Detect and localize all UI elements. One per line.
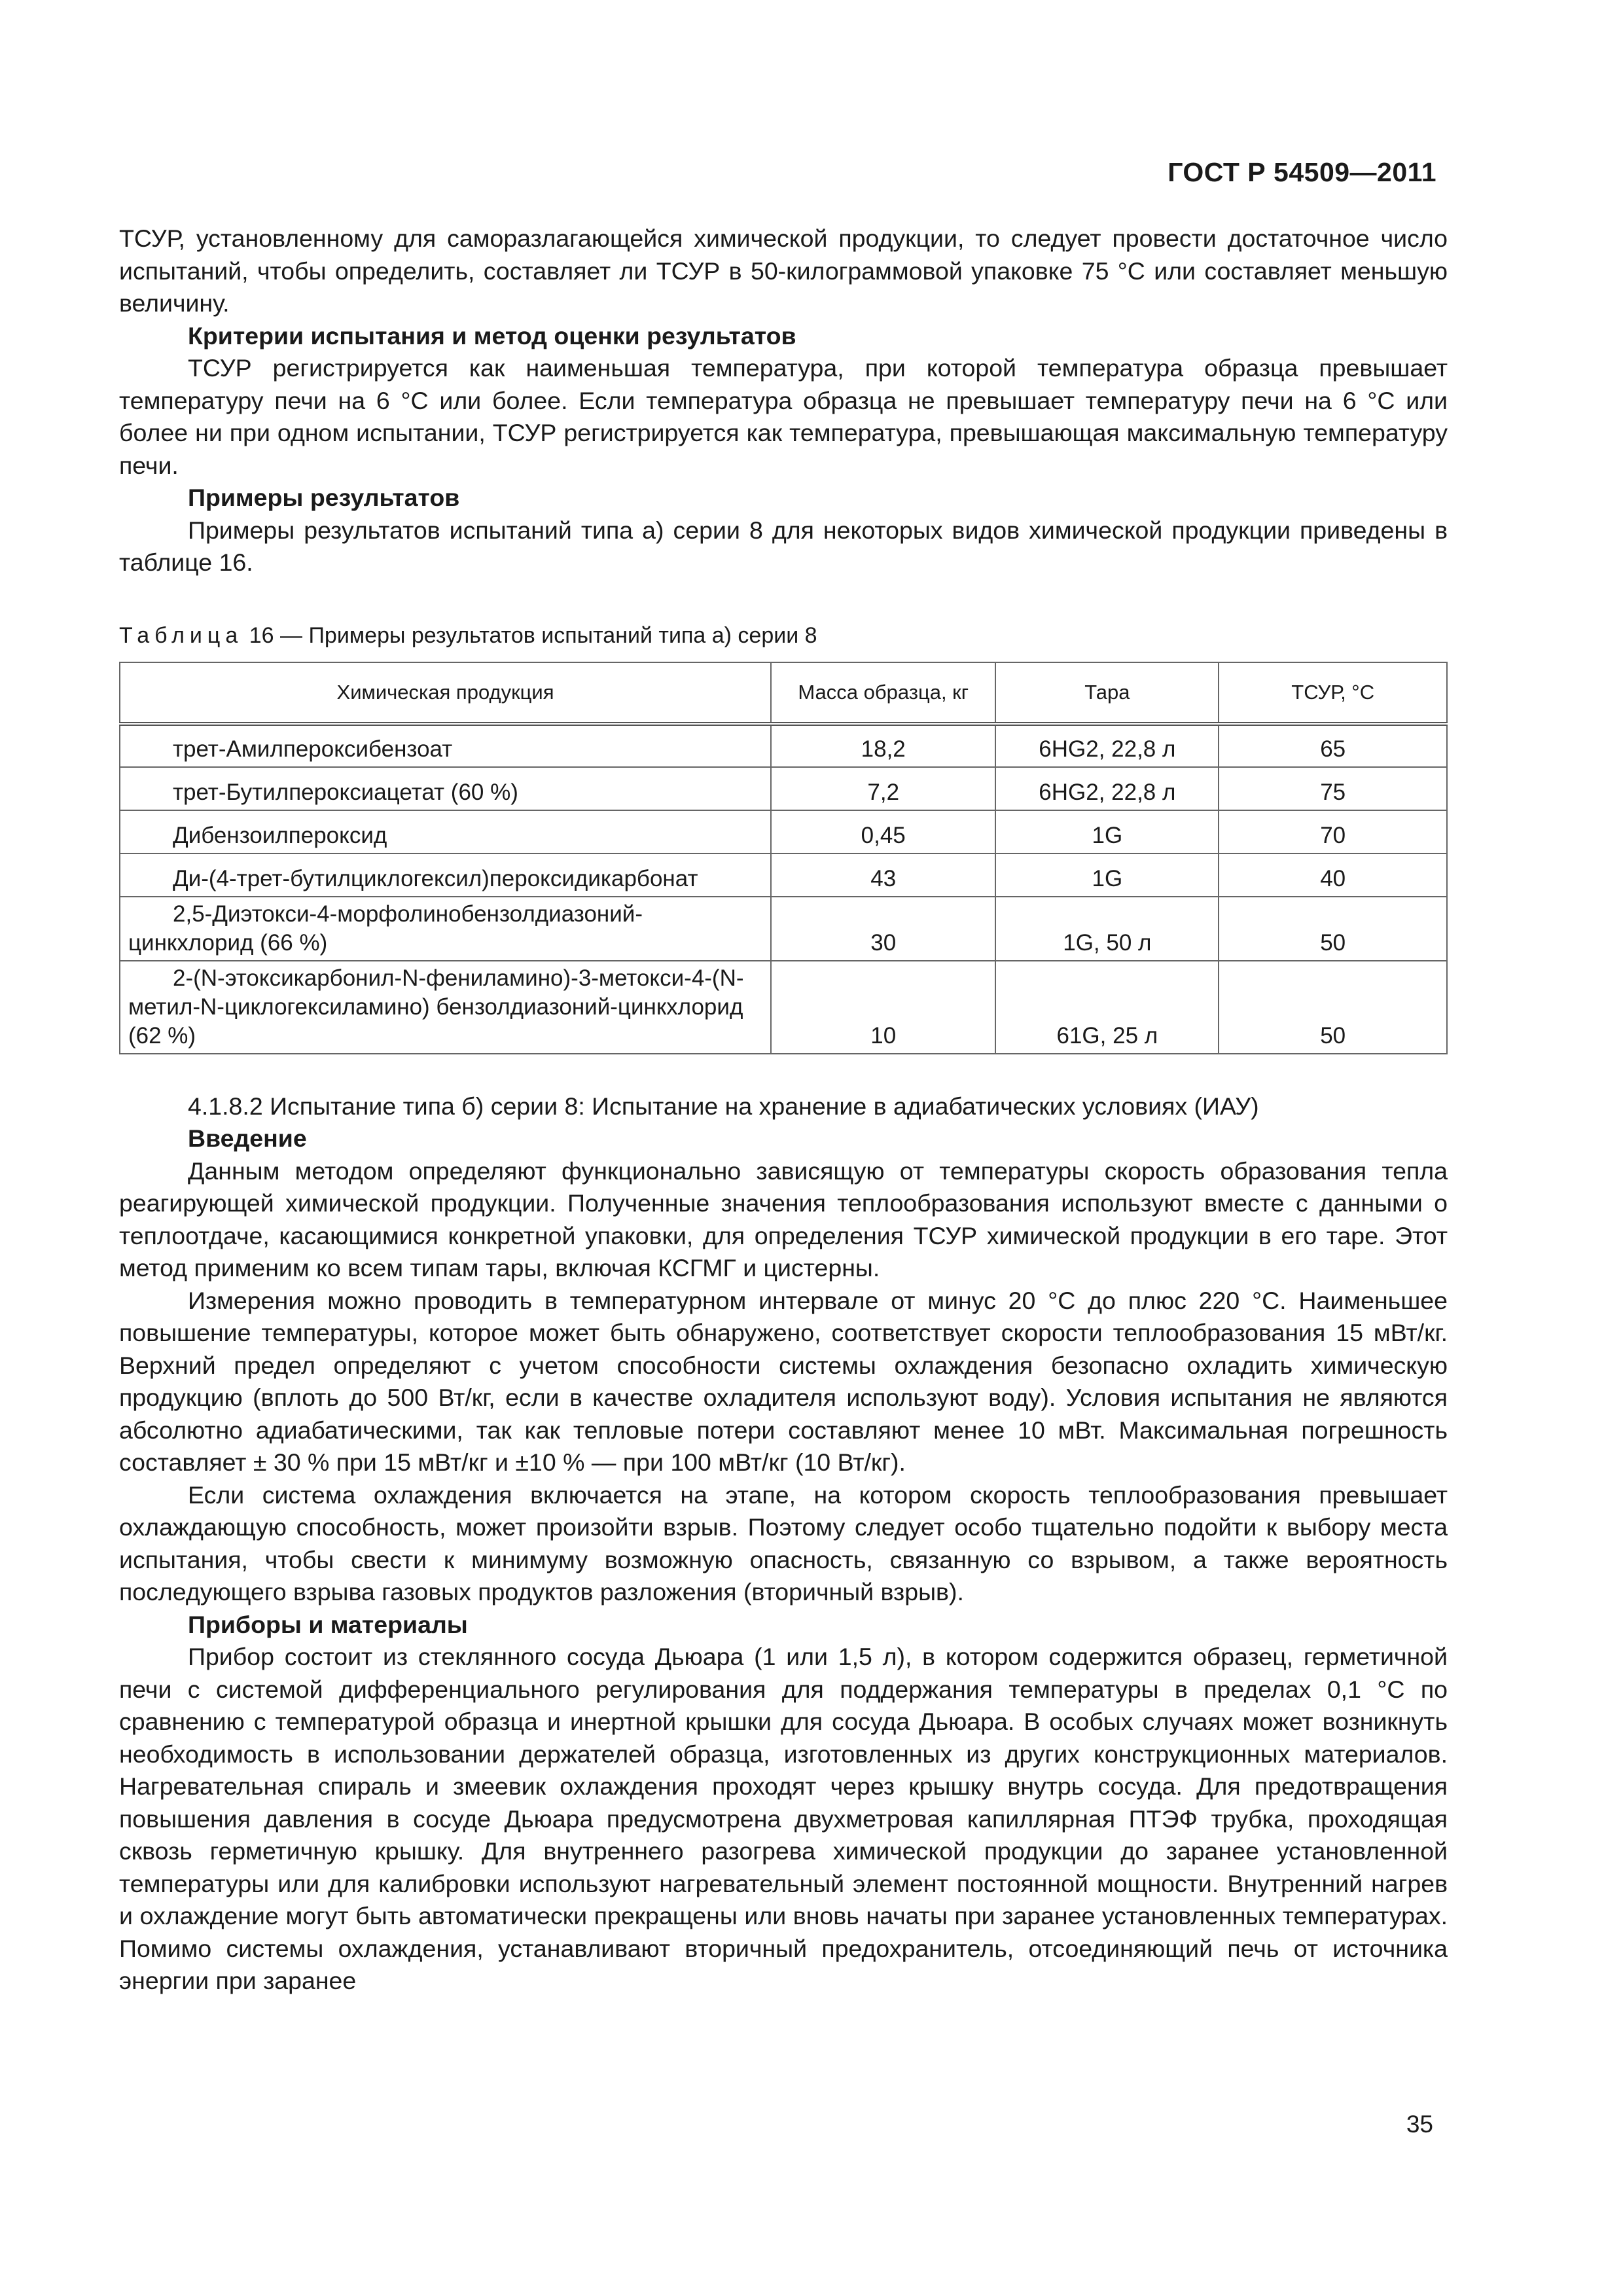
examples-paragraph: Примеры результатов испытаний типа а) серии 8 для некоторых видов химической продукции приведены в таблице 16. — [119, 516, 1448, 576]
cell-tsur: 50 — [1219, 961, 1447, 1054]
introduction-heading: Введение — [188, 1124, 307, 1152]
cell-product: Ди-(4-трет-бутилциклогексил)пероксидикарбонат — [120, 853, 771, 897]
cell-tare: 61G, 25 л — [995, 961, 1219, 1054]
cell-tsur: 70 — [1219, 810, 1447, 853]
examples-heading: Примеры результатов — [188, 484, 460, 511]
table-caption-word: Таблица — [119, 622, 243, 648]
cell-tare: 6HG2, 22,8 л — [995, 767, 1219, 810]
cell-mass: 30 — [771, 897, 995, 961]
cell-tare: 1G — [995, 810, 1219, 853]
criteria-heading: Критерии испытания и метод оценки результатов — [188, 321, 796, 350]
cell-mass: 7,2 — [771, 767, 995, 810]
cell-tare: 6HG2, 22,8 л — [995, 724, 1219, 767]
cell-tare: 1G, 50 л — [995, 897, 1219, 961]
table-row — [120, 724, 1447, 767]
header-tsur: ТСУР, °С — [1219, 662, 1447, 724]
apparatus-paragraph: Прибор состоит из стеклянного сосуда Дьюара (1 или 1,5 л), в котором содержится образец, герметичной печи с системой дифференциального регулирования для поддержания температуры в пределах 0,1 °С по сравнению с температурой образца и инертной крышки для сосуда Дьюара. В особых случаях может возникнуть необходимость в использовании держателей образца, изготовленных из других конструкционных материалов. Нагревательная спираль и змеевик охлаждения проходят через крышку внутрь сосуда. Для предотвращения повышения давления в сосуде Дьюара предусмотрена двухметровая капиллярная ПТЭФ трубка, проходящая сквозь герметичную крышку. Для внутреннего разогрева химической продукции до заранее установленной температуры или для калибровки используют нагревательный элемент постоянной мощности. Внутренний нагрев и охлаждение могут быть автоматически прекращены или вновь начаты при заранее установленных температурах. Помимо системы охлаждения, устанавливают вторичный предохранитель, отсоединяющий печь от источника энергии при заранее — [119, 1643, 1448, 1994]
cell-tsur: 50 — [1219, 897, 1447, 961]
table-row — [120, 767, 1447, 810]
cell-tsur: 40 — [1219, 853, 1447, 897]
safety-paragraph: Если система охлаждения включается на этапе, на котором скорость теплообразования превышает охлаждающую способность, может произойти взрыв. Поэтому следует особо тщательно подойти к выбору места испытания, чтобы свести к минимуму возможную опасность, связанную со взрывом, а также вероятность последующего взрыва газовых продуктов разложения (вторичный взрыв). — [119, 1480, 1448, 1605]
cell-mass: 10 — [771, 961, 995, 1054]
method-paragraph: Данным методом определяют функционально зависящую от температуры скорость образования тепла реагирующей химической продукции. Полученные значения теплообразования используют вместе с данными о теплоотдаче, касающимися конкретной упаковки, для определения ТСУР химической продукции в его таре. Этот метод применим ко всем типам тары, включая КСГМГ и цистерны. — [119, 1157, 1448, 1282]
intro-paragraph: ТСУР, установленному для саморазлагающейся химической продукции, то следует провести достаточное число испытаний, чтобы определить, составляет ли ТСУР в 50-килограммовой упаковке 75 °С или составляет меньшую величину. — [119, 224, 1448, 317]
cell-tsur: 65 — [1219, 724, 1447, 767]
table-header-row — [120, 662, 1447, 724]
cell-product: трет-Бутилпероксиацетат (60 %) — [120, 767, 771, 810]
instruments-heading: Приборы и материалы — [188, 1610, 468, 1638]
table-row — [120, 853, 1447, 897]
table-caption-text: 16 — Примеры результатов испытаний типа а) серии 8 — [243, 622, 817, 648]
cell-product: 2,5-Диэтокси-4-морфолинобензолдиазоний-цинкхлорид (66 %) — [120, 897, 771, 961]
cell-mass: 0,45 — [771, 810, 995, 853]
document-code: ГОСТ Р 54509—2011 — [1168, 157, 1436, 187]
header-product: Химическая продукция — [120, 662, 771, 724]
table-row — [120, 897, 1447, 961]
table-caption — [119, 621, 1448, 650]
cell-product: трет-Амилпероксибензоат — [120, 724, 771, 767]
criteria-paragraph: ТСУР регистрируется как наименьшая температура, при которой температура образца превышает температуру печи на 6 °С или более. Если температура образца не превышает температуру печи на 6 °С или более ни при одном испытании, ТСУР регистрируется как температура, превышающая максимальную температуру печи. — [119, 354, 1448, 479]
section-4182-title: 4.1.8.2 Испытание типа б) серии 8: Испытание на хранение в адиабатических условиях (ИАУ) — [188, 1092, 1259, 1120]
table-row — [120, 810, 1447, 853]
header-tare: Тара — [995, 662, 1219, 724]
cell-product: 2-(N-этоксикарбонил-N-фениламино)-3-метокси-4-(N-метил-N-циклогексиламино) бензолдиазоний-цинкхлорид (62 %) — [120, 961, 771, 1054]
page-number: 35 — [1406, 2111, 1433, 2138]
table-row — [120, 961, 1447, 1054]
cell-product: Дибензоилпероксид — [120, 810, 771, 853]
measurement-paragraph: Измерения можно проводить в температурном интервале от минус 20 °С до плюс 220 °С. Наименьшее повышение температуры, которое может быть обнаружено, соответствует скорости теплообразования 15 мВт/кг. Верхний предел определяют с учетом способности системы охлаждения безопасно охладить химическую продукцию (вплоть до 500 Вт/кг, если в качестве охладителя используют воду). Условия испытания не являются абсолютно адиабатическими, так как тепловые потери составляют менее 10 мВт. Максимальная погрешность составляет ± 30 % при 15 мВт/кг и ±10 % — при 100 мВт/кг (10 Вт/кг). — [119, 1286, 1448, 1476]
cell-tare: 1G — [995, 853, 1219, 897]
results-table — [119, 662, 1448, 1054]
cell-tsur: 75 — [1219, 767, 1447, 810]
cell-mass: 43 — [771, 853, 995, 897]
cell-mass: 18,2 — [771, 724, 995, 767]
document-body — [119, 223, 1448, 1998]
header-mass: Масса образца, кг — [771, 662, 995, 724]
